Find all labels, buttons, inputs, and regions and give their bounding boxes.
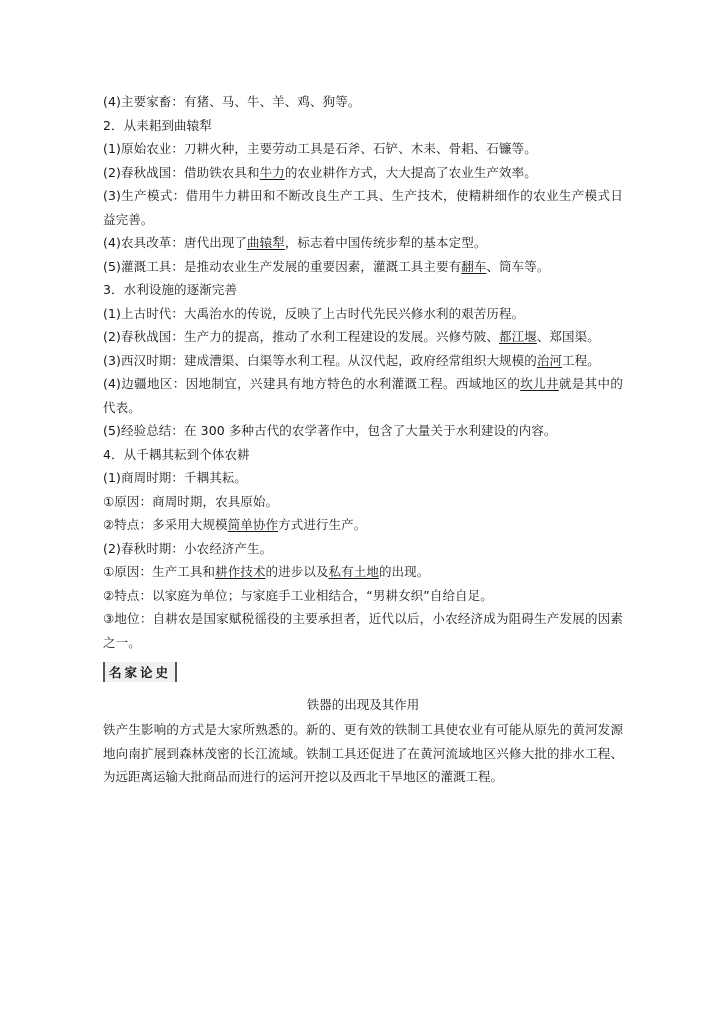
- underlined-term: 简单协作: [227, 517, 279, 532]
- underlined-term: 私有土地: [328, 564, 379, 579]
- text-line-ancient-times: (1)上古时代：大禹治水的传说，反映了上古时代先民兴修水利的艰苦历程。: [103, 305, 525, 321]
- text-line-shang-zhou: (1)商周时期：千耦其耘。: [103, 470, 248, 485]
- underlined-term: 都江堰: [499, 329, 537, 344]
- text-line-reason-2: ①原因：生产工具和耕作技术的进步以及私有土地的出现。: [103, 564, 430, 579]
- text-line-feature-2: ②特点：以家庭为单位；与家庭手工业相结合，“男耕女织”自给自足。: [103, 587, 493, 603]
- subheading-plow: 2．从耒耜到曲辕犁: [103, 117, 212, 133]
- text-line-irrigation-tools: (5)灌溉工具：是推动农业生产发展的重要因素，灌溉工具主要有翻车、筒车等。: [103, 258, 550, 274]
- text-line-feature-1: ②特点：多采用大规模简单协作方式进行生产。: [103, 517, 367, 532]
- essay-title: 铁器的出现及其作用: [306, 697, 420, 712]
- underlined-term: 耕作技术: [215, 564, 266, 579]
- subheading-water: 3．水利设施的逐渐完善: [103, 282, 238, 297]
- text-line-tool-reform: (4)农具改革：唐代出现了曲辕犁，标志着中国传统步犁的基本定型。: [103, 235, 487, 250]
- section-heading: 名家论史: [103, 662, 177, 682]
- content-column: [103, 90, 623, 789]
- text-line-frontier: (4)边疆地区：因地制宜，兴建具有地方特色的水利灌溉工程。西域地区的坎儿井就是其中的代表。: [103, 376, 623, 415]
- text-line-spring-autumn: (2)春秋战国：借助铁农具和牛力的农业耕作方式，大大提高了农业生产效率。: [103, 164, 537, 180]
- underlined-term: 坎儿井: [520, 376, 559, 391]
- text-line-experience: (5)经验总结：在 300 多种古代的农学著作中，包含了大量关于水利建设的内容。: [103, 423, 557, 438]
- essay-body: 铁产生影响的方式是大家所熟悉的。新的、更有效的铁制工具使农业有可能从原先的黄河发源地向南扩展到森林茂密的长江流域。铁制工具还促进了在黄河流域地区兴修大批的排水工程、为远距离运输大批商品而进行的运河开挖以及西北干旱地区的灌溉工程。: [103, 722, 623, 784]
- text-line-primitive-agriculture: (1)原始农业：刀耕火种，主要劳动工具是石斧、石铲、木耒、骨耜、石镰等。: [103, 141, 537, 156]
- text-line-spring-autumn-period: (2)春秋时期：小农经济产生。: [103, 540, 273, 556]
- text-line-production-mode: (3)生产模式：借用牛力耕田和不断改良生产工具、生产技术，使精耕细作的农业生产模式日益完善。: [103, 188, 623, 227]
- underlined-term: 治河: [536, 352, 563, 368]
- underlined-term: 翻车: [461, 258, 487, 274]
- text-line-livestock: (4)主要家畜：有猪、马、牛、羊、鸡、狗等。: [103, 94, 361, 109]
- text-line-western-han: (3)西汉时期：建成漕渠、白渠等水利工程。从汉代起，政府经常组织大规模的治河工程。: [103, 352, 600, 368]
- underlined-term: 牛力: [259, 164, 285, 180]
- text-line-status: ③地位：自耕农是国家赋税徭役的主要承担者，近代以后，小农经济成为阻碍生产发展的因素之一。: [103, 611, 623, 650]
- underlined-term: 曲辕犁: [247, 235, 285, 250]
- text-line-water-spring-autumn: (2)春秋战国：生产力的提高，推动了水利工程建设的发展。兴修芍陂、都江堰、郑国渠。: [103, 329, 600, 344]
- text-line-reason-1: ①原因：商周时期，农具原始。: [103, 493, 279, 509]
- subheading-farming: 4．从千耦其耘到个体农耕: [103, 446, 250, 462]
